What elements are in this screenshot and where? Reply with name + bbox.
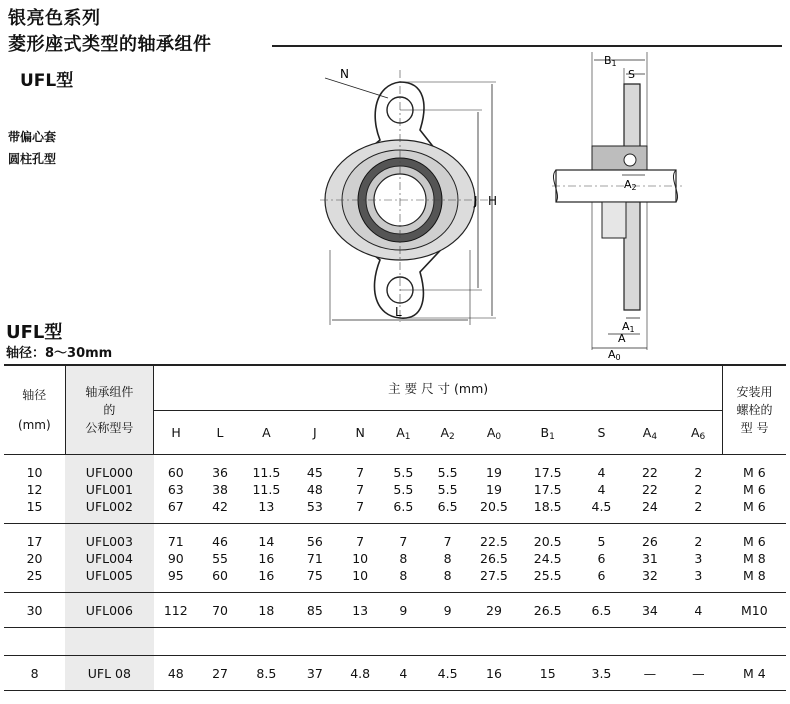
- side-view-drawing: [552, 50, 682, 360]
- header-dims: 主 要 尺 寸 (mm): [154, 365, 723, 411]
- cell-dim: 63: [167, 481, 184, 497]
- dim-header: L: [198, 411, 242, 455]
- cell-dim: 24: [641, 498, 658, 514]
- cell-dim: 70: [212, 602, 228, 618]
- cell-dim: 9: [443, 602, 452, 618]
- cell-dim: 27: [212, 665, 228, 681]
- dim-header: $A_0$: [470, 411, 518, 455]
- table-row: [4, 464, 786, 481]
- cell-bolt: M 8: [742, 550, 766, 566]
- cell-dim: 32: [641, 567, 658, 583]
- cell-dim: 8: [399, 550, 408, 566]
- feature-note-1: 带偏心套: [8, 130, 57, 144]
- cell-bolt: M 6: [742, 481, 766, 497]
- cell-dim: 4: [597, 464, 606, 480]
- cell-unit: UFL003: [65, 533, 154, 550]
- dim-header: $A_1$: [381, 411, 425, 455]
- cell-dim: 26.5: [480, 550, 508, 566]
- cell-dim: 2: [694, 533, 703, 549]
- cell-dim: 45: [306, 464, 323, 480]
- cell-dim: 27.5: [480, 567, 508, 583]
- cell-dim: 2: [694, 481, 703, 497]
- cell-shaft: 30: [26, 602, 43, 618]
- cell-dim: 48: [306, 481, 323, 497]
- label-a2: A2: [624, 178, 637, 192]
- cell-dim: 22.5: [480, 533, 508, 549]
- dim-header: H: [154, 411, 198, 455]
- cell-dim: 20.5: [480, 498, 508, 514]
- cell-dim: 60: [212, 567, 228, 583]
- dim-header: $B_1$: [518, 411, 577, 455]
- cell-dim: 11.5: [252, 481, 281, 497]
- cell-dim: 48: [167, 665, 184, 681]
- cell-shaft: 15: [26, 498, 43, 514]
- cell-dim: 4.8: [350, 665, 371, 681]
- cell-dim: —: [643, 665, 657, 681]
- table-row: [4, 498, 786, 515]
- cell-dim: 36: [212, 464, 228, 480]
- cell-dim: 16: [258, 550, 275, 566]
- cell-dim: 3: [694, 550, 703, 566]
- cell-dim: 7: [399, 533, 408, 549]
- front-view-drawing: [300, 60, 520, 330]
- cell-dim: 95: [167, 567, 184, 583]
- cell-dim: 6: [597, 567, 606, 583]
- cell-dim: 112: [163, 602, 188, 618]
- catalog-type-title: 菱形座式类型的轴承组件: [8, 34, 212, 55]
- cell-dim: 38: [212, 481, 228, 497]
- cell-dim: 16: [258, 567, 275, 583]
- dim-header: $A_4$: [626, 411, 674, 455]
- cell-dim: 67: [167, 498, 184, 514]
- cell-dim: 8: [443, 550, 452, 566]
- cell-dim: 55: [212, 550, 228, 566]
- cell-dim: 71: [306, 550, 323, 566]
- cell-shaft: 25: [26, 567, 43, 583]
- cell-dim: 6: [597, 550, 606, 566]
- cell-unit: UFL001: [65, 481, 154, 498]
- cell-shaft: 8: [30, 665, 39, 681]
- cell-dim: 18.5: [533, 498, 562, 514]
- table-row: [4, 567, 786, 584]
- header-bolt-1: 安装用: [736, 385, 773, 399]
- section-title: UFL型: [6, 322, 63, 343]
- cell-dim: 20.5: [533, 533, 562, 549]
- cell-dim: 7: [356, 481, 365, 497]
- cell-dim: 29: [486, 602, 502, 618]
- cell-bolt: M 6: [742, 533, 766, 549]
- cell-dim: 19: [486, 464, 502, 480]
- cell-dim: 5: [597, 533, 606, 549]
- cell-dim: 10: [352, 550, 369, 566]
- label-b1: B1: [604, 54, 617, 68]
- cell-unit: UFL 08: [65, 665, 154, 682]
- cell-unit: UFL004: [65, 550, 154, 567]
- label-s: S: [628, 68, 635, 81]
- section-subtitle: 轴径：8～30mm: [6, 346, 113, 361]
- cell-dim: 3: [694, 567, 703, 583]
- cell-dim: 10: [352, 567, 369, 583]
- table-row: [4, 533, 786, 550]
- cell-dim: 7: [356, 498, 365, 514]
- cell-dim: 22: [641, 481, 658, 497]
- cell-dim: 4.5: [591, 498, 612, 514]
- cell-dim: 3.5: [591, 665, 612, 681]
- cell-dim: 71: [167, 533, 184, 549]
- cell-dim: 75: [306, 567, 323, 583]
- cell-bolt: M 8: [742, 567, 766, 583]
- header-bolt-3: 型 号: [740, 421, 769, 435]
- dim-header: $A_6$: [674, 411, 722, 455]
- cell-dim: 6.5: [591, 602, 612, 618]
- cell-shaft: 12: [26, 481, 43, 497]
- cell-dim: 4: [399, 665, 408, 681]
- cell-dim: 60: [167, 464, 184, 480]
- cell-dim: 15: [539, 665, 556, 681]
- cell-dim: 7: [356, 464, 365, 480]
- cell-dim: 5.5: [437, 481, 458, 497]
- cell-dim: 85: [306, 602, 323, 618]
- label-l: L: [395, 305, 402, 319]
- cell-dim: 16: [486, 665, 502, 681]
- cell-shaft: 17: [26, 533, 43, 549]
- dim-header: J: [291, 411, 339, 455]
- cell-dim: 34: [641, 602, 658, 618]
- cell-bolt: M 6: [742, 464, 766, 480]
- cell-dim: 6.5: [437, 498, 458, 514]
- dim-header: A: [242, 411, 290, 455]
- cell-dim: 8: [399, 567, 408, 583]
- cell-dim: 13: [258, 498, 275, 514]
- cell-dim: 2: [694, 464, 703, 480]
- cell-dim: 31: [641, 550, 658, 566]
- header-shaft-unit: (mm): [17, 418, 51, 432]
- cell-bolt: M10: [740, 602, 768, 618]
- cell-dim: 5.5: [393, 481, 414, 497]
- cell-dim: 4: [694, 602, 703, 618]
- cell-shaft: 10: [26, 464, 43, 480]
- table-row: [4, 602, 786, 619]
- cell-unit: UFL006: [65, 602, 154, 619]
- label-h: H: [488, 194, 498, 208]
- header-shaft: 轴径: [22, 388, 47, 402]
- cell-dim: —: [692, 665, 705, 681]
- cell-dim: 26: [641, 533, 658, 549]
- header-unit-1: 轴承组件: [85, 385, 134, 399]
- label-a0: A0: [608, 348, 621, 360]
- cell-dim: 13: [352, 602, 369, 618]
- label-a1: A1: [622, 320, 635, 334]
- cell-dim: 14: [258, 533, 275, 549]
- cell-shaft: 20: [26, 550, 43, 566]
- cell-dim: 42: [212, 498, 228, 514]
- cell-dim: 24.5: [533, 550, 562, 566]
- cell-dim: 17.5: [533, 464, 562, 480]
- cell-dim: 6.5: [393, 498, 414, 514]
- dim-header: $A_2$: [425, 411, 469, 455]
- cell-dim: 56: [306, 533, 323, 549]
- cell-dim: 46: [212, 533, 228, 549]
- cell-dim: 7: [356, 533, 365, 549]
- cell-dim: 8: [443, 567, 452, 583]
- dimension-table: [4, 364, 786, 691]
- cell-dim: 90: [167, 550, 184, 566]
- cell-bolt: M 4: [742, 665, 766, 681]
- dim-header: N: [339, 411, 381, 455]
- cell-dim: 19: [486, 481, 502, 497]
- label-j: J: [474, 194, 478, 208]
- cell-dim: 26.5: [533, 602, 562, 618]
- cell-dim: 25.5: [533, 567, 562, 583]
- cell-unit: UFL005: [65, 567, 154, 584]
- feature-note-2: 圆柱孔型: [8, 152, 57, 166]
- cell-dim: 7: [443, 533, 452, 549]
- header-unit-2: 的: [103, 403, 116, 417]
- cell-unit: UFL002: [65, 498, 154, 515]
- cell-unit: UFL000: [65, 464, 154, 481]
- header-bolt-2: 螺栓的: [736, 403, 773, 417]
- catalog-series-title: 银亮色系列: [8, 8, 101, 29]
- cell-dim: 37: [306, 665, 323, 681]
- cell-dim: 18: [258, 602, 275, 618]
- label-a: A: [618, 332, 626, 345]
- cell-dim: 5.5: [393, 464, 414, 480]
- label-n: N: [340, 67, 349, 81]
- table-row: [4, 550, 786, 567]
- cell-dim: 4.5: [437, 665, 458, 681]
- cell-bolt: M 6: [742, 498, 766, 514]
- cell-dim: 8.5: [256, 665, 277, 681]
- cell-dim: 5.5: [437, 464, 458, 480]
- table-row: [4, 481, 786, 498]
- cell-dim: 17.5: [533, 481, 562, 497]
- model-title: UFL型: [20, 71, 74, 91]
- cell-dim: 2: [694, 498, 703, 514]
- cell-dim: 9: [399, 602, 408, 618]
- header-unit-3: 公称型号: [85, 421, 134, 435]
- cell-dim: 53: [306, 498, 323, 514]
- cell-dim: 4: [597, 481, 606, 497]
- cell-dim: 22: [641, 464, 658, 480]
- title-divider: [272, 45, 782, 47]
- dim-header: S: [577, 411, 625, 455]
- cell-dim: 11.5: [252, 464, 281, 480]
- table-row: [4, 665, 786, 682]
